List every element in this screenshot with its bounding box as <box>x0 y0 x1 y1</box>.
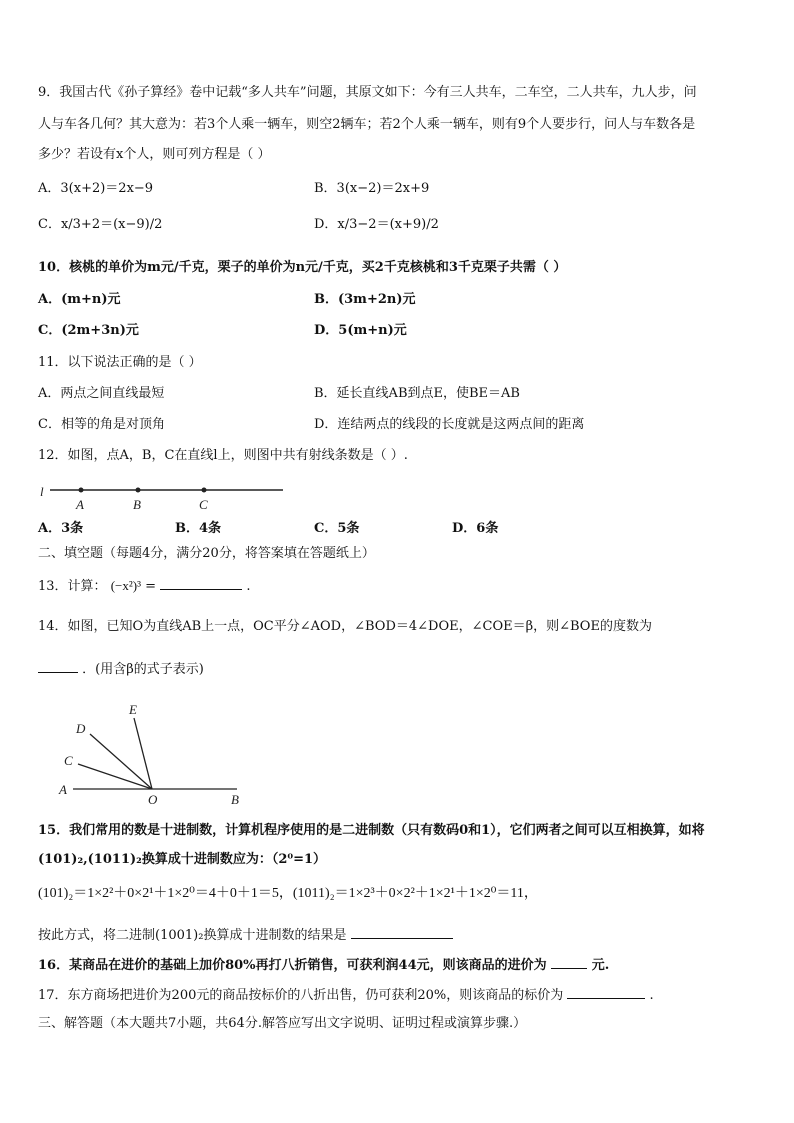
q12-stem: 12．如图，点A，B，C在直线l上，则图中共有射线条数是（ ）. <box>38 448 408 463</box>
line-l-label: l <box>40 484 44 499</box>
q14-line2: ．(用含β的式子表示) <box>82 662 204 677</box>
point-o-label: O <box>148 792 158 807</box>
q14-line1: 14．如图，已知O为直线AB上一点，OC平分∠AOD，∠BOD＝4∠DOE，∠COE＝β，则∠BOE的度数为 <box>38 619 652 634</box>
q11-option-a: A．两点之间直线最短 <box>38 386 165 401</box>
q12-option-c: C．5条 <box>314 521 360 536</box>
q9-option-c: C．x/3+2＝(x−9)/2 <box>38 217 163 232</box>
q13-expression: (−x²)³ <box>110 578 141 593</box>
q10-stem: 10．核桃的单价为m元/千克，栗子的单价为n元/千克，买2千克核桃和3千克栗子共需（ ） <box>38 260 567 275</box>
q9-option-a: A．3(x+2)＝2x−9 <box>38 181 154 196</box>
q10-option-d: D．5(m+n)元 <box>314 323 407 338</box>
q11-option-b: B．延长直线AB到点E，使BE＝AB <box>314 386 520 401</box>
point-a-label: A <box>76 497 84 512</box>
q10-option-b: B．(3m+2n)元 <box>314 292 416 307</box>
q12-option-a: A．3条 <box>38 521 84 536</box>
q9-line3: 多少？若设有x个人，则可列方程是（ ） <box>38 147 271 162</box>
point-a <box>79 488 84 493</box>
q17-answer-blank[interactable] <box>567 998 645 999</box>
q14-angle-figure <box>55 700 255 810</box>
q13 <box>38 579 250 593</box>
q15-line1: 15．我们常用的数是十进制数，计算机程序使用的是二进制数（只有数码0和1），它们两者之间可以互相换算，如将 <box>38 823 705 838</box>
q13-equals: = <box>145 579 157 594</box>
point-c-label: C <box>64 753 73 768</box>
point-b <box>136 488 141 493</box>
q13-prefix: 13．计算： <box>38 579 107 594</box>
q11-option-c: C．相等的角是对顶角 <box>38 417 165 432</box>
point-d-label: D <box>76 721 86 736</box>
q16-end: 元. <box>591 958 610 973</box>
q12-option-d: D．6条 <box>452 521 499 536</box>
q10-option-c: C．(2m+3n)元 <box>38 323 139 338</box>
section2-heading: 二、填空题（每题4分，满分20分，将答案填在答题纸上） <box>38 546 375 561</box>
q11-stem: 11．以下说法正确的是（ ） <box>38 355 202 370</box>
point-b-label: B <box>133 497 141 512</box>
q11-option-d: D．连结两点的线段的长度就是这两点间的距离 <box>314 417 585 432</box>
q17 <box>38 989 654 1002</box>
point-b-label: B <box>231 792 239 807</box>
q16-text: 16．某商品在进价的基础上加价80%再打八折销售，可获利润44元，则该商品的进价为 <box>38 958 547 973</box>
q10-option-a: A．(m+n)元 <box>38 292 121 307</box>
point-e-label: E <box>129 702 137 717</box>
q15-line4-wrap <box>38 929 453 942</box>
q15-line4: 按此方式，将二进制(1001)₂换算成十进制数的结果是 <box>38 928 347 943</box>
point-c <box>202 488 207 493</box>
section3-heading: 三、解答题（本大题共7小题，共64分.解答应写出文字说明、证明过程或演算步骤.） <box>38 1016 527 1031</box>
q16-answer-blank[interactable] <box>551 968 587 969</box>
q9-option-b: B．3(x−2)＝2x+9 <box>314 181 430 196</box>
q13-answer-blank[interactable] <box>160 589 242 590</box>
q15-answer-blank[interactable] <box>351 938 453 939</box>
point-a-label: A <box>59 782 67 797</box>
q15-line2: (101)₂,(1011)₂换算成十进制数应为：（2⁰=1） <box>38 852 327 867</box>
q17-end: . <box>649 988 654 1003</box>
q15-line3: (101)₂＝1×2²＋0×2¹＋1×2⁰＝4＋0＋1＝5，(1011)₂＝1×2³＋0×2²＋1×2¹＋1×2⁰＝11， <box>38 886 538 901</box>
point-c-label: C <box>199 497 208 512</box>
q16 <box>38 959 609 972</box>
q17-text: 17．东方商场把进价为200元的商品按标价的八折出售，仍可获利20%，则该商品的标价为 <box>38 988 564 1003</box>
q12-line-figure <box>38 478 288 512</box>
q14-line2-wrap <box>38 663 204 676</box>
q9-option-d: D．x/3−2＝(x+9)/2 <box>314 217 439 232</box>
q12-option-b: B．4条 <box>175 521 222 536</box>
q14-answer-blank[interactable] <box>38 672 78 673</box>
q13-end: . <box>246 579 251 594</box>
q9-line1: 9．我国古代《孙子算经》卷中记载“多人共车”问题，其原文如下：今有三人共车，二车空，二人共车，九人步，问 <box>38 85 697 100</box>
q9-line2: 人与车各几何？其大意为：若3个人乘一辆车，则空2辆车；若2个人乘一辆车，则有9个人要步行，问人与车数各是 <box>38 117 696 132</box>
